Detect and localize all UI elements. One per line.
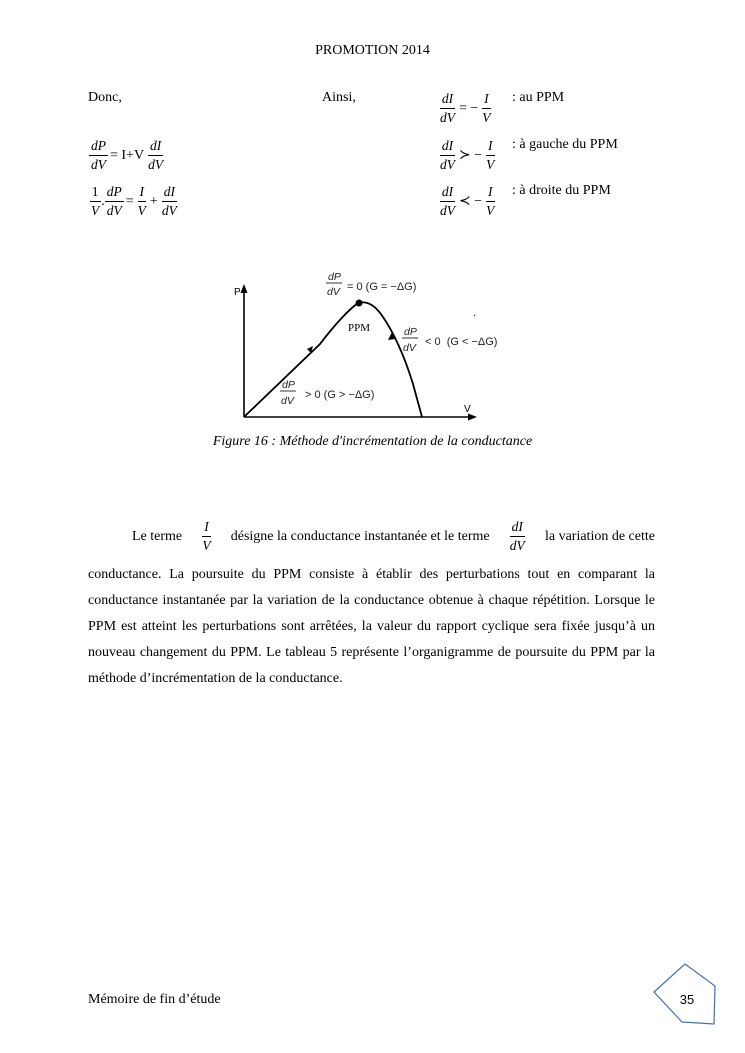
numerator: I xyxy=(482,90,491,109)
numerator: I xyxy=(138,183,147,202)
denominator: dV xyxy=(509,538,525,553)
page-header-title: PROMOTION 2014 xyxy=(315,43,430,58)
fraction xyxy=(438,137,457,174)
denominator: V xyxy=(482,110,491,125)
condition-label: : au PPM xyxy=(512,90,565,105)
body-text: Le terme xyxy=(132,528,183,544)
denominator: dV xyxy=(148,157,164,172)
denominator: V xyxy=(486,203,495,218)
denominator: V xyxy=(202,538,211,553)
condition-at-ppm xyxy=(438,90,493,127)
condition-label: : à droite du PPM xyxy=(512,183,611,198)
operator: ≺ − xyxy=(459,194,483,209)
fraction-di-over-dv xyxy=(508,518,527,555)
donc-label: Donc, xyxy=(88,90,122,105)
equation-dp-dv xyxy=(89,137,165,174)
left-frac-den: dV xyxy=(281,395,294,407)
top-annotation: = 0 (G = −ΔG) xyxy=(347,281,417,293)
y-axis-label: P xyxy=(234,287,241,298)
fraction xyxy=(160,183,179,220)
fraction xyxy=(136,183,148,220)
ainsi-label: Ainsi, xyxy=(322,90,356,105)
numerator: I xyxy=(202,518,211,537)
footer-title: Mémoire de fin d’étude xyxy=(88,992,221,1007)
numerator: dI xyxy=(148,137,163,156)
operator: = I+V xyxy=(110,147,145,163)
denominator: dV xyxy=(440,110,455,125)
condition-right-of-ppm xyxy=(438,183,496,220)
denominator: dV xyxy=(106,203,122,218)
left-frac-num: dP xyxy=(282,379,295,391)
right-frac-num: dP xyxy=(404,326,417,338)
denominator: V xyxy=(91,203,100,218)
fraction xyxy=(484,183,496,220)
fraction xyxy=(105,183,124,220)
numerator: dI xyxy=(440,183,455,202)
figure-caption: Figure 16 : Méthode d'incrémentation de la conductance xyxy=(212,434,533,449)
operator: = − xyxy=(459,100,479,116)
numerator: I xyxy=(486,183,495,202)
body-text: désigne la conductance instantanée et le terme xyxy=(230,528,490,544)
top-frac-den: dV xyxy=(327,286,340,298)
top-frac-num: dP xyxy=(328,271,341,283)
denominator: V xyxy=(486,157,495,172)
x-axis-label: V xyxy=(464,404,471,415)
fraction xyxy=(89,137,108,174)
denominator: dV xyxy=(91,157,106,172)
operator: + xyxy=(149,193,158,209)
numerator: dP xyxy=(105,183,124,202)
fraction xyxy=(484,137,496,174)
numerator: dI xyxy=(510,518,525,537)
fraction xyxy=(438,90,457,127)
right-annotation: < 0 (G < −ΔG) xyxy=(425,336,498,348)
body-paragraph: conductance. La poursuite du PPM consiste à établir des perturbations tout en comparant la conductance instantanée par la variation de la conductance obtenue à chaque répétition. Lorsque le PPM est atteint les perturbations sont arrêtées, la valeur du rapport cyclique sera fixée jusqu’à un nouveau changement du PPM. Le tableau 5 représente l’organigramme de poursuite du PPM par la méthode d’incrémentation de la conductance. xyxy=(88,567,655,686)
right-frac-den: dV xyxy=(403,342,416,354)
page-number: 35 xyxy=(679,992,695,1007)
ppm-curve-figure xyxy=(225,262,535,427)
fraction xyxy=(438,183,457,220)
numerator: dI xyxy=(162,183,177,202)
operator: ≻ − xyxy=(459,148,483,163)
denominator: dV xyxy=(440,203,455,218)
left-annotation: > 0 (G > −ΔG) xyxy=(305,389,375,401)
body-first-line xyxy=(88,518,655,555)
denominator: V xyxy=(137,203,146,218)
numerator: dP xyxy=(89,137,108,156)
ppm-label: PPM xyxy=(348,322,371,334)
ppm-point xyxy=(356,300,363,307)
fraction xyxy=(480,90,492,127)
fraction xyxy=(146,137,165,174)
numerator: 1 xyxy=(90,183,101,202)
fraction xyxy=(89,183,101,220)
denominator: dV xyxy=(161,203,177,218)
condition-left-of-ppm xyxy=(438,137,496,174)
numerator: I xyxy=(486,137,495,156)
y-axis-arrow xyxy=(241,284,248,293)
equation-normalized xyxy=(89,183,179,220)
operator: . xyxy=(101,193,105,209)
numerator: dI xyxy=(440,137,455,156)
body-text: la variation de cette xyxy=(544,528,655,544)
fraction-i-over-v xyxy=(200,518,212,555)
numerator: dI xyxy=(440,90,455,109)
denominator: dV xyxy=(440,157,455,172)
operator: = xyxy=(125,193,134,209)
condition-label: : à gauche du PPM xyxy=(512,137,618,152)
dot-mark: . xyxy=(473,307,477,319)
